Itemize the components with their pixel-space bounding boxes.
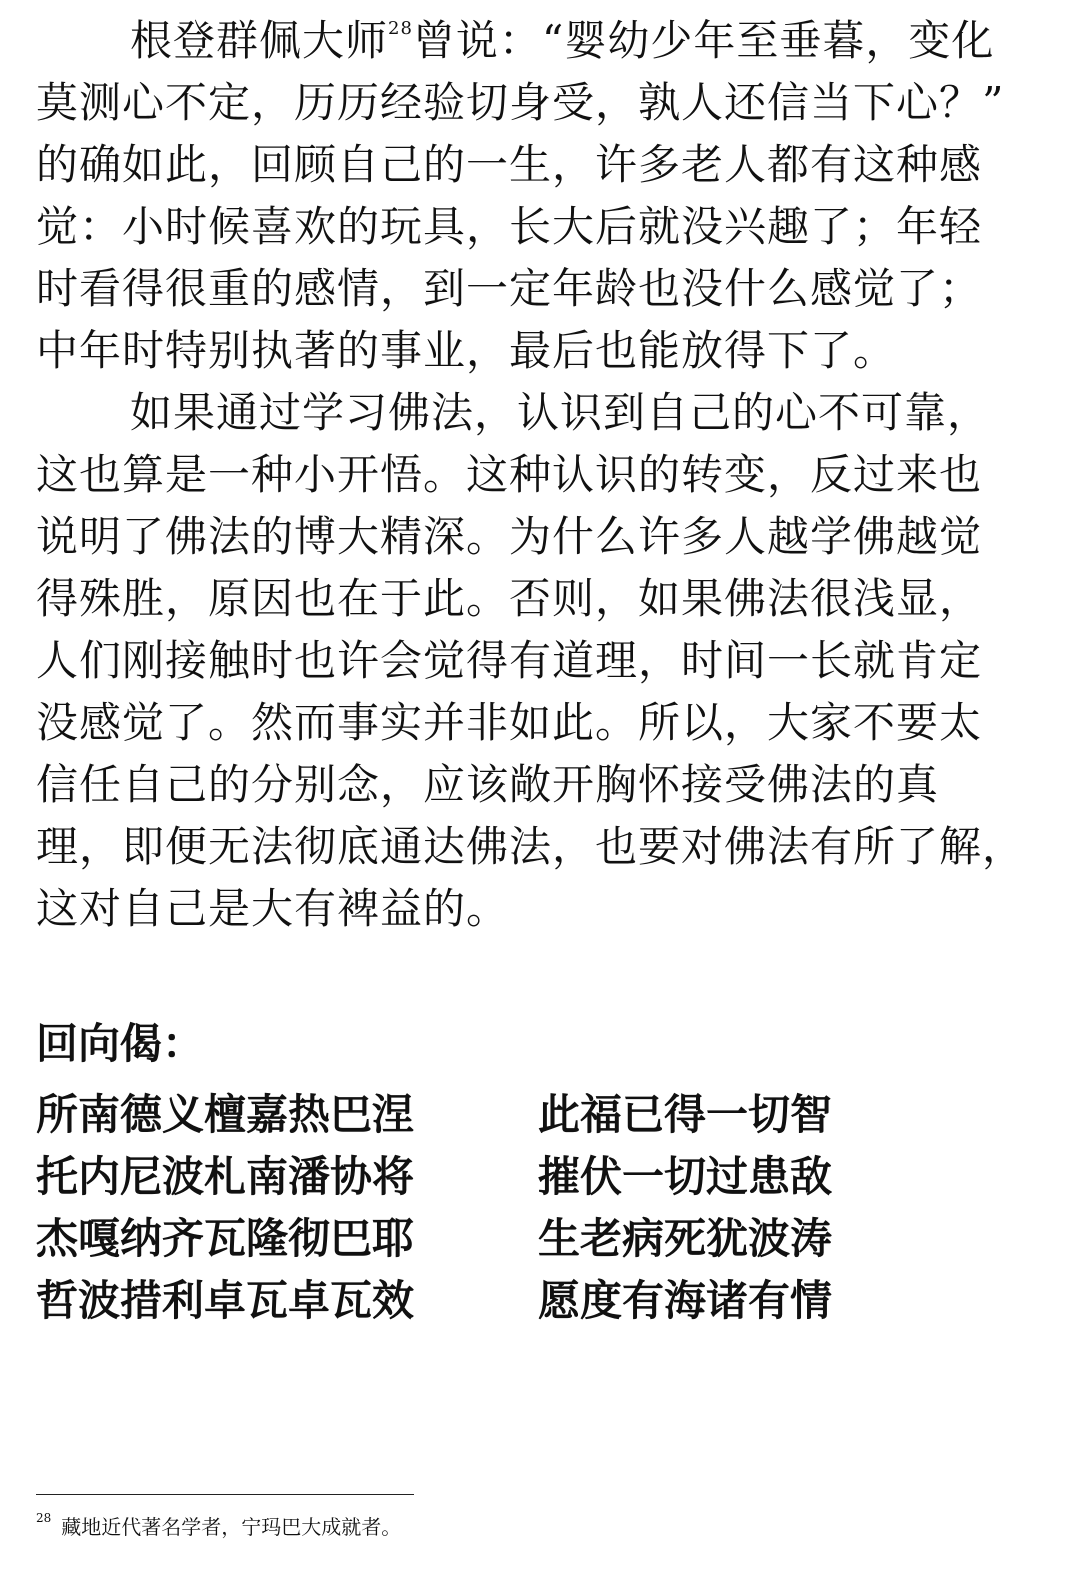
footnote-text: 藏地近代著名学者，宁玛巴大成就者。 xyxy=(61,1515,402,1539)
verse-row xyxy=(36,1208,1036,1270)
paragraph-line: 没感觉了。然而事实并非如此。所以，大家不要太 xyxy=(36,698,983,747)
paragraph-line: 说明了佛法的博大精深。为什么许多人越学佛越觉 xyxy=(36,512,983,561)
paragraph-text: 根登群佩大师 xyxy=(130,16,389,65)
paragraph-line: 中年时特别执著的事业，最后也能放得下了。 xyxy=(36,326,897,375)
paragraph-line: 这对自己是大有裨益的。 xyxy=(36,884,510,933)
footnote xyxy=(36,1512,401,1542)
verse-chinese-line: 摧伏一切过患敌 xyxy=(538,1152,833,1201)
verse-chinese-line: 愿度有海诸有情 xyxy=(538,1276,833,1325)
verse-chinese-line: 此福已得一切智 xyxy=(538,1090,833,1139)
paragraph-line: 觉：小时候喜欢的玩具，长大后就没兴趣了；年轻 xyxy=(36,202,983,251)
dedication-title: 回向偈： xyxy=(36,1019,205,1068)
verse-row xyxy=(36,1084,1036,1146)
verse-chinese-line: 生老病死犹波涛 xyxy=(538,1214,833,1263)
paragraph-line: 信任自己的分别念，应该敞开胸怀接受佛法的真 xyxy=(36,760,940,809)
dedication-verse xyxy=(36,1084,1036,1332)
paragraph-line: 莫测心不定，历历经验切身受，孰人还信当下心？” xyxy=(36,78,1005,127)
paragraph-line: 这也算是一种小开悟。这种认识的转变，反过来也 xyxy=(36,450,983,499)
footnote-number: 28 xyxy=(36,1511,52,1526)
verse-row xyxy=(36,1146,1036,1208)
footnote-reference: 28 xyxy=(388,18,413,39)
verse-tibetan-line: 托内尼波札南潘协将 xyxy=(36,1152,415,1201)
verse-tibetan-line: 哲波措利卓瓦卓瓦效 xyxy=(36,1276,415,1325)
paragraph-text: 曾说：“婴幼少年至垂暮，变化 xyxy=(412,16,995,65)
paragraph-line xyxy=(36,10,1060,72)
verse-row xyxy=(36,1270,1036,1332)
paragraph-line: 理，即便无法彻底通达佛法，也要对佛法有所了解， xyxy=(36,822,1026,871)
paragraph-2 xyxy=(36,382,1060,940)
paragraph-line: 时看得很重的感情，到一定年龄也没什么感觉了； xyxy=(36,264,983,313)
verse-tibetan-line: 杰嘎纳齐瓦隆彻巴耶 xyxy=(36,1214,415,1263)
paragraph-line: 如果通过学习佛法，认识到自己的心不可靠， xyxy=(130,388,991,437)
paragraph-line: 得殊胜，原因也在于此。否则，如果佛法很浅显， xyxy=(36,574,983,623)
paragraph-line: 人们刚接触时也许会觉得有道理，时间一长就肯定 xyxy=(36,636,983,685)
paragraph-1 xyxy=(36,10,1060,382)
footnote-divider xyxy=(36,1494,414,1495)
paragraph-line: 的确如此，回顾自己的一生，许多老人都有这种感 xyxy=(36,140,983,189)
verse-tibetan-line: 所南德义檀嘉热巴涅 xyxy=(36,1090,415,1139)
